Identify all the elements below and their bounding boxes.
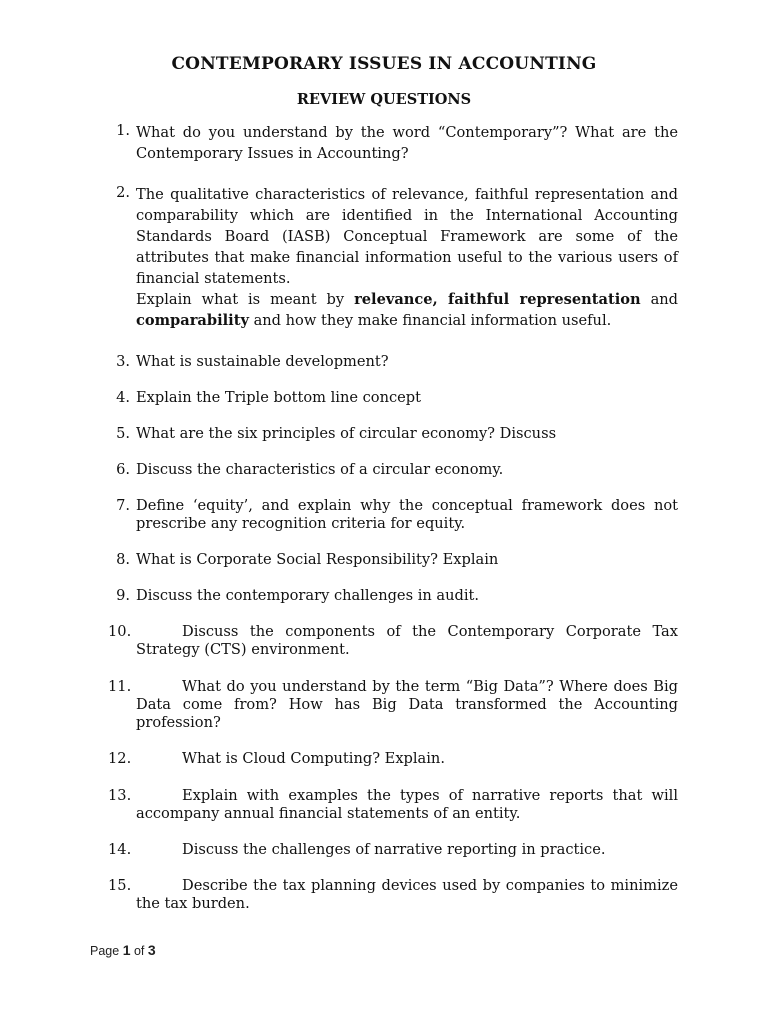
question-text — [136, 623, 678, 659]
question-text: What are the six principles of circular economy? Discuss — [136, 425, 557, 442]
question-text: Discuss the contemporary challenges in audit. — [136, 587, 480, 604]
current-page-number: 1 — [122, 942, 131, 958]
question-item — [108, 122, 678, 164]
question-item — [108, 623, 678, 659]
page-label: Page — [90, 944, 120, 958]
question-item — [108, 425, 678, 443]
question-text: What is sustainable development? — [136, 353, 389, 370]
question-number: 9. — [116, 587, 130, 604]
question-text: The qualitative characteristics of relevance, faithful representation and comparability which are identified in the International Accounting Standards Board (IASB) Conceptual Framework are some of the attributes that make financial information useful to the various users of financial statements. — [136, 186, 678, 287]
question-number: 5. — [116, 425, 130, 442]
question-item — [108, 551, 678, 569]
question-item — [108, 678, 678, 732]
question-number: 8. — [116, 551, 130, 568]
question-number: 3. — [116, 353, 130, 370]
emphasis-text: comparability — [136, 312, 249, 329]
question-text: What do you understand by the word “Contemporary”? What are the Contemporary Issues in Accounting? — [136, 124, 678, 162]
question-text — [136, 841, 678, 859]
total-pages-number: 3 — [147, 942, 156, 958]
question-number: 2. — [116, 184, 130, 201]
text-segment: Explain what is meant by — [136, 291, 345, 308]
question-item — [108, 389, 678, 407]
question-number: 15. — [108, 877, 132, 894]
question-text — [136, 877, 678, 913]
question-number: 11. — [108, 678, 132, 695]
question-item — [108, 461, 678, 479]
text-segment: and how they make financial information useful. — [253, 312, 612, 329]
question-text-content: Describe the tax planning devices used by companies to minimize the tax burden. — [136, 877, 678, 912]
question-number: 4. — [116, 389, 130, 406]
question-item — [108, 184, 678, 331]
question-text: Explain the Triple bottom line concept — [136, 389, 422, 406]
question-number: 10. — [108, 623, 132, 640]
question-text — [136, 678, 678, 732]
question-item — [108, 787, 678, 823]
question-text-content: What is Cloud Computing? Explain. — [182, 750, 445, 767]
question-number: 14. — [108, 841, 132, 858]
question-item — [108, 841, 678, 859]
text-segment: and — [650, 291, 679, 308]
question-number: 1. — [116, 122, 130, 139]
question-item — [108, 353, 678, 371]
question-text-content: What do you understand by the term “Big Data”? Where does Big Data come from? How has Big Data transformed the Accounting profession? — [136, 678, 678, 731]
document-subtitle: REVIEW QUESTIONS — [296, 91, 472, 108]
question-item — [108, 497, 678, 533]
question-number: 7. — [116, 497, 130, 514]
question-text: Discuss the characteristics of a circular economy. — [136, 461, 504, 478]
of-label: of — [133, 944, 145, 958]
question-text-followup — [136, 289, 678, 331]
question-text-content: Discuss the challenges of narrative reporting in practice. — [182, 841, 606, 858]
question-number: 13. — [108, 787, 132, 804]
question-text-content: Explain with examples the types of narrative reports that will accompany annual financial statements of an entity. — [136, 787, 678, 822]
emphasis-text: relevance, faithful representation — [354, 291, 641, 308]
question-text — [136, 750, 678, 768]
question-item — [108, 750, 678, 768]
page-number-footer — [90, 942, 156, 958]
question-item — [108, 877, 678, 913]
question-item — [108, 587, 678, 605]
question-text — [136, 787, 678, 823]
question-number: 12. — [108, 750, 132, 767]
document-title: CONTEMPORARY ISSUES IN ACCOUNTING — [171, 54, 597, 74]
question-number: 6. — [116, 461, 130, 478]
question-text: Define ‘equity’, and explain why the conceptual framework does not prescribe any recognition criteria for equity. — [136, 497, 678, 532]
question-text: What is Corporate Social Responsibility? Explain — [136, 551, 499, 568]
question-text-content: Discuss the components of the Contemporary Corporate Tax Strategy (CTS) environment. — [136, 623, 678, 658]
